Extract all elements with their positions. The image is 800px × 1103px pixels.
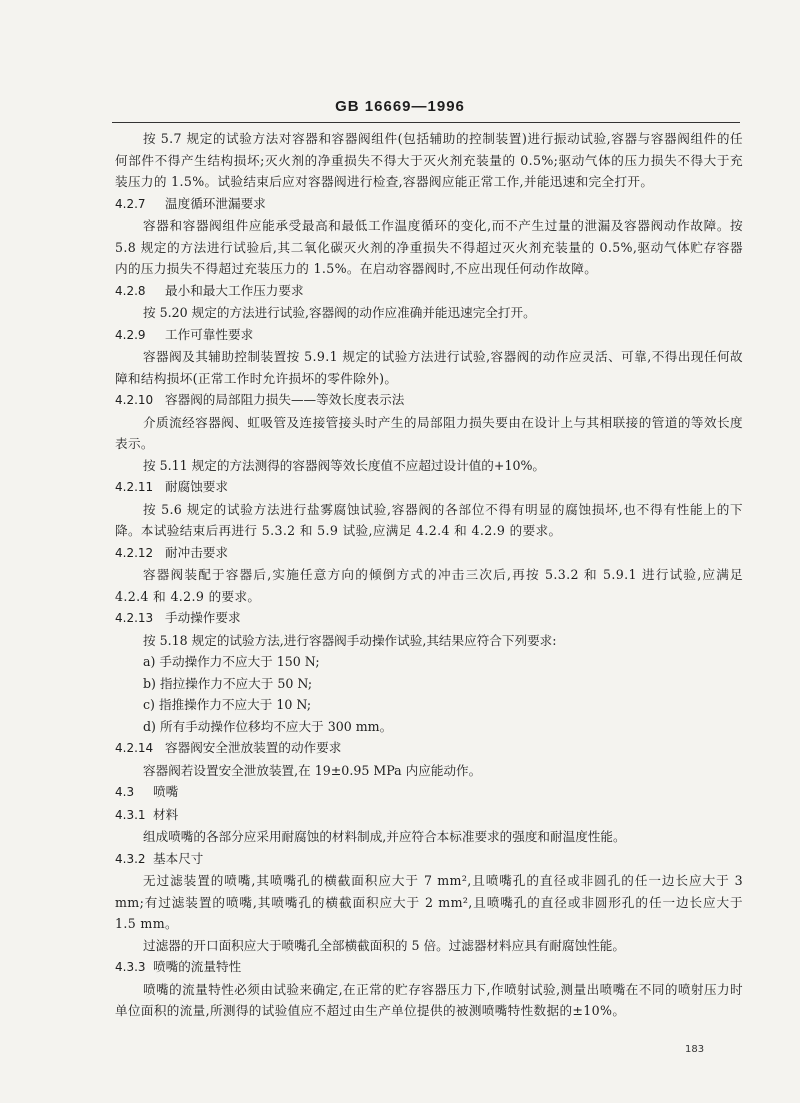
list-item: a) 手动操作力不应大于 150 N; [143, 654, 320, 669]
section-number: 4.2.7 [115, 196, 146, 211]
document-body [115, 128, 743, 1022]
paragraph-4-2-12: 容器阀装配于容器后,实施任意方向的倾倒方式的冲击三次后,再按 5.3.2 和 5.9.1 进行试验,应满足 4.2.4 和 4.2.9 的要求。 [115, 567, 743, 604]
paragraph-4-2-11: 按 5.6 规定的试验方法进行盐雾腐蚀试验,容器阀的各部位不得有明显的腐蚀损坏,也不得有性能上的下降。本试验结束后再进行 5.3.2 和 5.9 试验,应满足 4.2.4 和 4.2.9 的要求。 [115, 501, 743, 538]
section-heading-4-2-14 [115, 737, 743, 760]
section-heading-4-2-8 [115, 280, 743, 303]
paragraph-4-2-10-b: 按 5.11 规定的方法测得的容器阀等效长度值不应超过设计值的+10%。 [143, 457, 546, 473]
section-title: 喷嘴的流量特性 [153, 959, 242, 974]
paragraph-4-3-2-a: 无过滤装置的喷嘴,其喷嘴孔的横截面积应大于 7 mm²,且喷嘴孔的直径或非圆孔的任一边长应大于 3 mm;有过滤装置的喷嘴,其喷嘴孔的横截面积应大于 2 mm²,且喷嘴孔的直径或非圆形孔的任一边长应大于 1.5 mm。 [115, 873, 743, 931]
section-heading-4-2-12 [115, 542, 743, 565]
section-number: 4.3.2 [115, 851, 146, 866]
section-title: 耐冲击要求 [165, 544, 228, 560]
paragraph-4-2-7: 容器和容器阀组件应能承受最高和最低工作温度循环的变化,而不产生过量的泄漏及容器阀动作故障。按 5.8 规定的方法进行试验后,其二氧化碳灭火剂的净重损失不得超过灭火剂充装量的 0.5%,驱动气体贮存容器内的压力损失不得超过充装压力的 1.5%。在启动容器阀时,不应出现任何动作故障。 [115, 218, 743, 276]
header-rule [112, 122, 740, 123]
list-item: d) 所有手动操作位移均不应大于 300 mm。 [143, 718, 393, 734]
section-title: 手动操作要求 [165, 610, 241, 625]
paragraph-4-3-2-b: 过滤器的开口面积应大于喷嘴孔全部横截面积的 5 倍。过滤器材料应具有耐腐蚀性能。 [143, 937, 625, 953]
section-number: 4.2.13 [115, 611, 154, 625]
section-title: 最小和最大工作压力要求 [165, 282, 304, 298]
paragraph-4-2-13: 按 5.18 规定的试验方法,进行容器阀手动操作试验,其结果应符合下列要求: [143, 632, 557, 648]
section-number: 4.2.12 [115, 545, 154, 560]
list-item: c) 指推操作力不应大于 10 N; [143, 697, 312, 712]
list-item: b) 指拉操作力不应大于 50 N; [143, 675, 313, 691]
section-heading-4-2-13 [115, 607, 743, 630]
section-number: 4.2.10 [115, 393, 154, 407]
section-number: 4.3 [115, 785, 135, 799]
section-number: 4.3.1 [115, 807, 146, 822]
paragraph-4-2-10-a: 介质流经容器阀、虹吸管及连接管接头时产生的局部阻力损失要由在设计上与其相联接的管道的等效长度表示。 [115, 414, 743, 451]
section-title: 温度循环泄漏要求 [165, 195, 266, 211]
section-heading-4-2-11 [115, 476, 743, 499]
section-title: 材料 [153, 806, 179, 822]
section-title: 基本尺寸 [153, 850, 204, 866]
section-heading-4-3-1 [115, 804, 743, 827]
section-title: 容器阀的局部阻力损失——等效长度表示法 [165, 392, 405, 407]
paragraph-4-2-8: 按 5.20 规定的方法进行试验,容器阀的动作应准确并能迅速完全打开。 [143, 305, 536, 320]
paragraph-4-2-9: 容器阀及其辅助控制装置按 5.9.1 规定的试验方法进行试验,容器阀的动作应灵活、可靠,不得出现任何故障和结构损坏(正常工作时允许损坏的零件除外)。 [115, 349, 743, 386]
section-heading-4-3-2 [115, 848, 743, 871]
section-number: 4.2.9 [115, 327, 146, 342]
standard-header: GB 16669—1996 [335, 98, 465, 115]
paragraph-4-3-1: 组成喷嘴的各部分应采用耐腐蚀的材料制成,并应符合本标准要求的强度和耐温度性能。 [143, 829, 626, 844]
section-heading-4-2-9 [115, 324, 743, 347]
section-title: 工作可靠性要求 [165, 326, 254, 342]
section-heading-4-2-7 [115, 193, 743, 216]
page-number: 183 [685, 1044, 705, 1055]
section-number: 4.2.14 [115, 741, 154, 755]
section-number: 4.2.8 [115, 283, 146, 298]
section-title: 喷嘴 [153, 784, 179, 799]
section-heading-4-3 [115, 781, 743, 804]
section-number: 4.3.3 [115, 960, 146, 974]
section-title: 容器阀安全泄放装置的动作要求 [165, 740, 342, 755]
section-title: 耐腐蚀要求 [165, 479, 228, 494]
paragraph-vibration: 按 5.7 规定的试验方法对容器和容器阀组件(包括辅助的控制装置)进行振动试验,容器与容器阀组件的任何部件不得产生结构损坏;灭火剂的净重损失不得大于灭火剂充装量的 0.5%;驱动气体的压力损失不得大于充装压力的 1.5%。试验结束后应对容器阀进行检查,容器阀应能正常工作,并能迅速和完全打开。 [115, 131, 743, 189]
section-heading-4-2-10 [115, 389, 743, 412]
section-number: 4.2.11 [115, 480, 154, 494]
paragraph-4-3-3: 喷嘴的流量特性必须由试验来确定,在正常的贮存容器压力下,作喷射试验,测量出喷嘴在不同的喷射压力时单位面积的流量,所测得的试验值应不超过由生产单位提供的被测喷嘴特性数据的±10%。 [115, 981, 743, 1018]
paragraph-4-2-14: 容器阀若设置安全泄放装置,在 19±0.95 MPa 内应能动作。 [143, 762, 482, 778]
section-heading-4-3-3 [115, 956, 743, 979]
